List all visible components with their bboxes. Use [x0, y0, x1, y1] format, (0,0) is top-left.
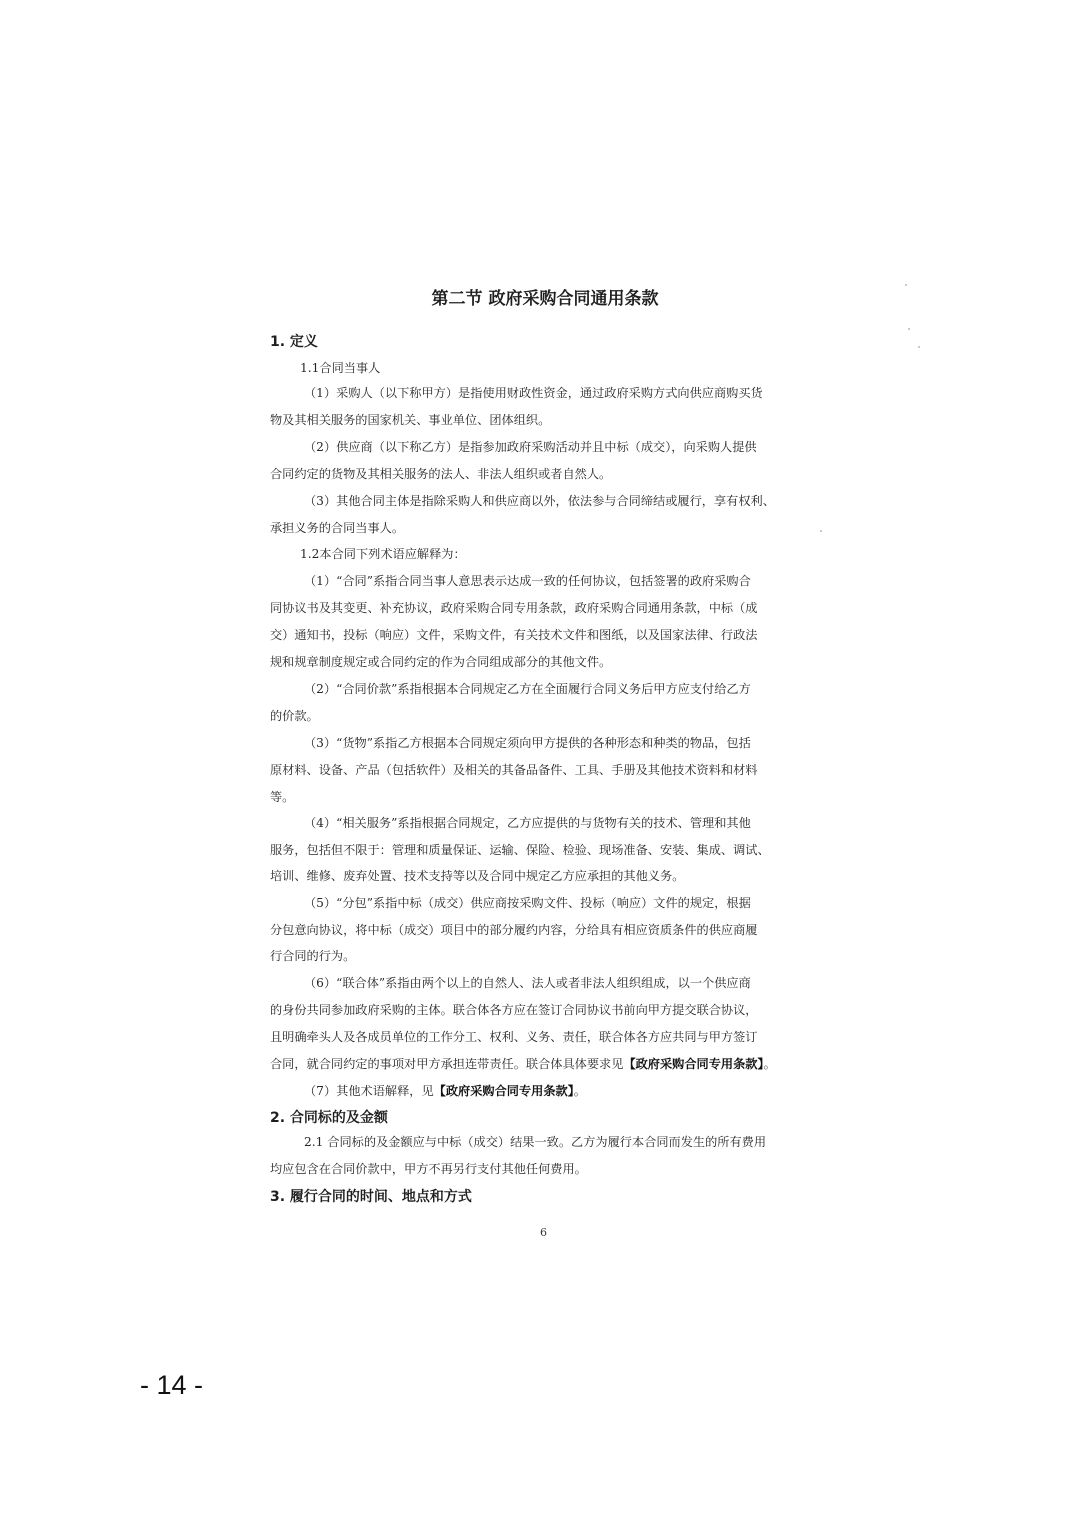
subheading-1-1: 1.1合同当事人	[300, 361, 381, 375]
paragraph-line: 的身份共同参加政府采购的主体。联合体各方应在签订合同协议书前向甲方提交联合协议，	[270, 1003, 758, 1017]
paragraph-line: （2）“合同价款”系指根据本合同规定乙方在全面履行合同义务后甲方应支付给乙方	[304, 682, 751, 696]
heading-subject-amount: 2. 合同标的及金额	[270, 1110, 388, 1126]
paragraph-line: 物及其相关服务的国家机关、事业单位、团体组织。	[270, 413, 551, 427]
text-run: （7）其他术语解释，见	[304, 1084, 434, 1098]
paragraph-line: 规和规章制度规定或合同约定的作为合同组成部分的其他文件。	[270, 655, 612, 669]
heading-time-place-method: 3. 履行合同的时间、地点和方式	[270, 1189, 472, 1205]
paragraph-line: 且明确牵头人及各成员单位的工作分工、权利、义务、责任，联合体各方应共同与甲方签订	[270, 1030, 758, 1044]
paragraph-line: 合同约定的货物及其相关服务的法人、非法人组织或者自然人。	[270, 467, 612, 481]
text-run: 。	[763, 1057, 776, 1071]
paragraph-line: （2）供应商（以下称乙方）是指参加政府采购活动并且中标（成交），向采购人提供	[304, 440, 757, 454]
paragraph-line: （3）其他合同主体是指除采购人和供应商以外，依法参与合同缔结或履行，享有权利、	[304, 494, 775, 508]
paragraph-line: （4）“相关服务”系指根据合同规定，乙方应提供的与货物有关的技术、管理和其他	[304, 816, 751, 830]
paragraph-line: 同协议书及其变更、补充协议，政府采购合同专用条款，政府采购合同通用条款，中标（成	[270, 601, 758, 615]
paragraph-line: 培训、维修、废弃处置、技术支持等以及合同中规定乙方应承担的其他义务。	[270, 869, 685, 883]
paragraph-line: 均应包含在合同价款中，甲方不再另行支付其他任何费用。	[270, 1162, 587, 1176]
paragraph-line: 行合同的行为。	[270, 949, 356, 963]
paragraph-line: 2.1 合同标的及金额应与中标（成交）结果一致。乙方为履行本合同而发生的所有费用	[304, 1135, 767, 1149]
inner-page-number: 6	[540, 1226, 547, 1239]
bold-reference: 【政府采购合同专用条款】	[433, 1084, 574, 1098]
outer-page-number: - 14 -	[140, 1370, 204, 1400]
paragraph-line: （5）“分包”系指中标（成交）供应商按采购文件、投标（响应）文件的规定，根据	[304, 896, 751, 910]
section-title: 第二节 政府采购合同通用条款	[431, 289, 659, 309]
paragraph-line: 交）通知书，投标（响应）文件，采购文件，有关技术文件和图纸，以及国家法律、行政法	[270, 628, 758, 642]
scan-speck	[905, 284, 907, 286]
bold-reference: 【政府采购合同专用条款】	[623, 1057, 764, 1071]
paragraph-line: 分包意向协议，将中标（成交）项目中的部分履约内容，分给具有相应资质条件的供应商履	[270, 923, 758, 937]
paragraph-line: 等。	[270, 790, 295, 804]
subheading-1-2: 1.2本合同下列术语应解释为：	[300, 547, 466, 561]
paragraph-line: 原材料、设备、产品（包括软件）及相关的其备品备件、工具、手册及其他技术资料和材料	[270, 763, 758, 777]
paragraph-line: （1）采购人（以下称甲方）是指使用财政性资金，通过政府采购方式向供应商购买货	[304, 386, 763, 400]
text-run: 合同，就合同约定的事项对甲方承担连带责任。联合体具体要求见	[270, 1057, 624, 1071]
scan-speck	[918, 346, 920, 348]
paragraph-line: （6）“联合体”系指由两个以上的自然人、法人或者非法人组织组成，以一个供应商	[304, 976, 751, 990]
paragraph-line: （3）“货物”系指乙方根据本合同规定须向甲方提供的各种形态和种类的物品，包括	[304, 736, 751, 750]
paragraph-line: 服务，包括但不限于：管理和质量保证、运输、保险、检验、现场准备、安装、集成、调试、	[270, 843, 770, 857]
paragraph-line: 的价款。	[270, 709, 319, 723]
scan-speck	[908, 328, 910, 330]
text-run: 。	[573, 1084, 586, 1098]
scan-speck	[820, 530, 822, 532]
paragraph-line	[270, 1055, 830, 1072]
paragraph-line: 承担义务的合同当事人。	[270, 521, 405, 535]
paragraph-line: （1）“合同”系指合同当事人意思表示达成一致的任何协议，包括签署的政府采购合	[304, 574, 751, 588]
heading-definitions: 1. 定义	[270, 334, 318, 350]
paragraph-line	[304, 1082, 864, 1099]
